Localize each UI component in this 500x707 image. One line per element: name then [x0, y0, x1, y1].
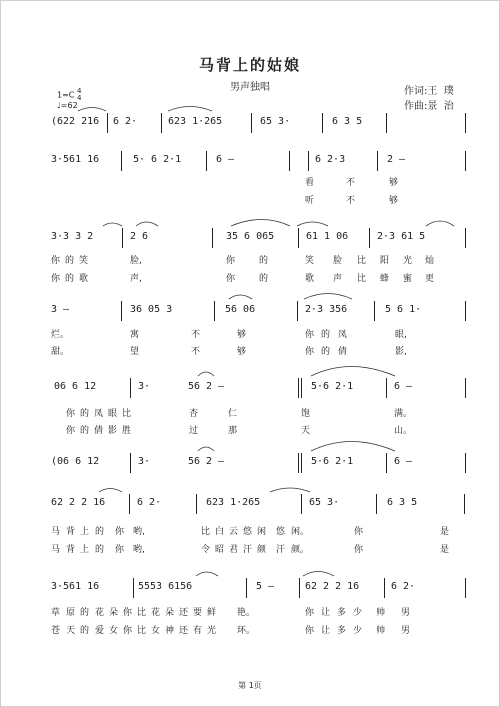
tempo-mark: ♩=62: [57, 101, 78, 110]
lyric-syllable: 是: [440, 527, 450, 537]
notation-measure: 6 2·: [137, 497, 162, 508]
lyric-syllable: 影: [108, 426, 118, 436]
lyric-syllable: 够: [237, 347, 247, 357]
lyric-syllable: 笑: [305, 256, 315, 266]
lyric-syllable: 你: [66, 409, 76, 419]
lyric-syllable: 是: [440, 545, 450, 555]
notation-measure: 2 6: [130, 231, 149, 242]
lyric-syllable: 草: [51, 608, 61, 618]
lyric-syllable: 还: [179, 626, 189, 636]
time-bottom: 4: [76, 94, 82, 102]
lyric-syllable: 花: [95, 608, 105, 618]
notation-measure: 56 06: [225, 304, 256, 315]
notation-measure: 62 2 2 16: [305, 581, 360, 592]
lyric-syllable: 的: [259, 274, 269, 284]
lyric-syllable: 你: [226, 256, 236, 266]
lyric-syllable: 那: [228, 426, 238, 436]
lyric-syllable: 够: [237, 330, 247, 340]
notation-measure: 5·6 2·1: [311, 456, 354, 467]
lyric-syllable: 饱: [301, 409, 311, 419]
lyric-syllable: 少: [353, 626, 363, 636]
lyric-syllable: 倩: [338, 347, 348, 357]
lyric-syllable: 阳: [380, 256, 390, 266]
notation-measure: 62 2 2 16: [51, 497, 106, 508]
lyric-syllable: 让: [321, 608, 331, 618]
notation-measure: 3·561 16: [51, 581, 100, 592]
lyric-syllable: 不: [346, 196, 356, 206]
notation-measure: (06 6 12: [51, 456, 100, 467]
lyric-syllable: 爱: [95, 626, 105, 636]
lyric-syllable: 蜜: [403, 274, 413, 284]
lyric-syllable: 原: [66, 608, 76, 618]
lyric-syllable: 的: [65, 256, 75, 266]
lyric-syllable: 影,: [395, 347, 407, 357]
lyric-syllable: 艳。: [237, 608, 256, 618]
lyric-syllable: 的: [95, 527, 105, 537]
lyric-syllable: 马: [51, 545, 61, 555]
lyric-syllable: 看: [305, 178, 315, 188]
lyric-syllable: 你: [115, 545, 125, 555]
song-subtitle: 男声独唱: [230, 82, 270, 93]
lyric-syllable: 比: [357, 274, 367, 284]
lyric-syllable: 你: [66, 426, 76, 436]
lyric-syllable: 比: [201, 527, 211, 537]
lyric-syllable: 不: [191, 347, 201, 357]
lyric-syllable: 闲。: [291, 527, 310, 537]
notation-measure: 56 2 –: [188, 381, 225, 392]
lyric-syllable: 你: [51, 256, 61, 266]
lyric-syllable: 够: [389, 178, 399, 188]
notation-measure: (622 216: [51, 116, 100, 127]
lyric-syllable: 寓: [130, 330, 140, 340]
lyric-syllable: 你: [226, 274, 236, 284]
lyric-syllable: 有: [193, 626, 203, 636]
notation-measure: 6 –: [216, 154, 235, 165]
lyric-syllable: 上: [80, 527, 90, 537]
lyric-syllable: 悠: [276, 527, 286, 537]
notation-measure: 2·3 61 5: [377, 231, 426, 242]
lyric-syllable: 你: [354, 527, 364, 537]
lyric-syllable: 帅: [376, 626, 386, 636]
notation-measure: 5553 6156: [138, 581, 193, 592]
lyric-syllable: 比: [137, 608, 147, 618]
notation-measure: 623 1·265: [206, 497, 261, 508]
lyric-syllable: 云: [229, 527, 239, 537]
lyric-syllable: 鲜: [207, 608, 217, 618]
lyric-syllable: 歌: [79, 274, 89, 284]
lyric-syllable: 背: [66, 545, 76, 555]
notation-measure: 35 6 065: [226, 231, 275, 242]
lyric-syllable: 仁: [228, 409, 238, 419]
lyric-syllable: 的: [80, 626, 90, 636]
lyric-syllable: 多: [337, 608, 347, 618]
notation-measure: 6 2·3: [315, 154, 346, 165]
lyric-syllable: 女: [109, 626, 119, 636]
lyric-syllable: 马: [51, 527, 61, 537]
lyric-syllable: 杏: [189, 409, 199, 419]
composer-credit: 作曲:景 治: [404, 101, 454, 112]
notation-measure: 5·6 2·1: [311, 381, 354, 392]
lyric-syllable: 声: [333, 274, 343, 284]
lyric-syllable: 脸,: [130, 256, 142, 266]
notation-measure: 3·3 3 2: [51, 231, 94, 242]
lyric-syllable: 够: [389, 196, 399, 206]
lyric-syllable: 过: [189, 426, 199, 436]
lyric-syllable: 多: [337, 626, 347, 636]
lyric-syllable: 的: [80, 608, 90, 618]
lyric-syllable: 山。: [394, 426, 413, 436]
lyric-syllable: 你: [123, 626, 133, 636]
lyric-syllable: 歌: [305, 274, 315, 284]
lyric-syllable: 你: [115, 527, 125, 537]
notation-measure: 65 3·: [260, 116, 291, 127]
lyric-syllable: 不: [191, 330, 201, 340]
lyric-syllable: 眼: [108, 409, 118, 419]
notation-measure: 3 –: [51, 304, 70, 315]
notation-measure: 36 05 3: [130, 304, 173, 315]
lyric-syllable: 光: [403, 256, 413, 266]
lyric-syllable: 凤: [94, 409, 104, 419]
notation-measure: 5· 6 2·1: [133, 154, 182, 165]
notation-measure: 3·: [138, 381, 151, 392]
lyric-syllable: 颜: [257, 545, 267, 555]
lyric-syllable: 背: [66, 527, 76, 537]
lyric-syllable: 的: [321, 330, 331, 340]
lyric-syllable: 苍: [51, 626, 61, 636]
lyric-syllable: 君: [229, 545, 239, 555]
notation-measure: 2 –: [387, 154, 406, 165]
lyric-syllable: 汗: [276, 545, 286, 555]
lyric-syllable: 男: [401, 626, 411, 636]
lyric-syllable: 声,: [130, 274, 142, 284]
lyric-syllable: 蜂: [380, 274, 390, 284]
page-number: 第 1页: [238, 681, 262, 690]
notation-measure: 6 2·: [391, 581, 416, 592]
lyric-syllable: 还: [179, 608, 189, 618]
notation-measure: 5 –: [256, 581, 275, 592]
notation-measure: 61 1 06: [306, 231, 349, 242]
notation-measure: 3·: [138, 456, 151, 467]
notation-measure: 6 3 5: [332, 116, 363, 127]
lyric-syllable: 神: [165, 626, 175, 636]
lyric-syllable: 哟,: [133, 545, 145, 555]
lyric-syllable: 昭: [215, 545, 225, 555]
lyric-syllable: 比: [122, 409, 132, 419]
lyric-syllable: 帅: [376, 608, 386, 618]
lyric-syllable: 上: [80, 545, 90, 555]
lyric-syllable: 白: [215, 527, 225, 537]
time-top: 4: [76, 87, 82, 95]
lyric-syllable: 望: [130, 347, 140, 357]
notation-measure: 6 –: [394, 456, 413, 467]
lyric-syllable: 比: [137, 626, 147, 636]
lyric-syllable: 你: [305, 347, 315, 357]
notation-measure: 56 2 –: [188, 456, 225, 467]
lyric-syllable: 更: [425, 274, 435, 284]
lyric-syllable: 颜。: [291, 545, 310, 555]
key-label: 1=C: [57, 90, 75, 100]
notation-measure: 6 3 5: [387, 497, 418, 508]
lyricist-credit: 作词:王 璞: [404, 86, 454, 97]
lyric-syllable: 哟,: [133, 527, 145, 537]
notation-measure: 3·561 16: [51, 154, 100, 165]
lyric-syllable: 的: [321, 347, 331, 357]
lyric-syllable: 烂。: [51, 330, 70, 340]
song-title: 马背上的姑娘: [198, 56, 301, 74]
lyric-syllable: 光: [207, 626, 217, 636]
lyric-syllable: 凤: [338, 330, 348, 340]
lyric-syllable: 笑: [79, 256, 89, 266]
lyric-syllable: 不: [346, 178, 356, 188]
lyric-syllable: 闲: [257, 527, 267, 537]
lyric-syllable: 比: [357, 256, 367, 266]
lyric-syllable: 的: [95, 545, 105, 555]
lyric-syllable: 的: [80, 409, 90, 419]
lyric-syllable: 你: [51, 274, 61, 284]
lyric-syllable: 你: [123, 608, 133, 618]
lyric-syllable: 天: [66, 626, 76, 636]
notation-measure: 6 2·: [113, 116, 138, 127]
lyric-syllable: 灿: [425, 256, 435, 266]
lyric-syllable: 花: [151, 608, 161, 618]
lyric-syllable: 满。: [394, 409, 413, 419]
lyric-syllable: 你: [305, 608, 315, 618]
lyric-syllable: 脸: [333, 256, 343, 266]
lyric-syllable: 让: [321, 626, 331, 636]
lyric-syllable: 听: [305, 196, 315, 206]
lyric-syllable: 的: [65, 274, 75, 284]
lyric-syllable: 你: [305, 330, 315, 340]
lyric-syllable: 悠: [243, 527, 253, 537]
lyric-syllable: 汗: [243, 545, 253, 555]
lyric-syllable: 令: [201, 545, 211, 555]
notation-measure: 2·3 356: [305, 304, 348, 315]
lyric-syllable: 男: [401, 608, 411, 618]
lyric-syllable: 你: [354, 545, 364, 555]
lyric-syllable: 甜。: [51, 347, 70, 357]
lyric-syllable: 你: [305, 626, 315, 636]
lyric-syllable: 眼,: [395, 330, 407, 340]
lyric-syllable: 朵: [165, 608, 175, 618]
lyric-syllable: 的: [80, 426, 90, 436]
lyric-syllable: 少: [353, 608, 363, 618]
lyric-syllable: 的: [259, 256, 269, 266]
lyric-syllable: 倩: [94, 426, 104, 436]
lyric-syllable: 女: [151, 626, 161, 636]
notation-measure: 6 –: [394, 381, 413, 392]
notation-measure: 06 6 12: [54, 381, 97, 392]
notation-measure: 5 6 1·: [385, 304, 422, 315]
notation-measure: 65 3·: [309, 497, 340, 508]
lyric-syllable: 要: [193, 608, 203, 618]
lyric-syllable: 天: [301, 426, 311, 436]
lyric-syllable: 朵: [109, 608, 119, 618]
notation-measure: 623 1·265: [168, 116, 223, 127]
lyric-syllable: 胜: [122, 426, 132, 436]
lyric-syllable: 环。: [237, 626, 256, 636]
